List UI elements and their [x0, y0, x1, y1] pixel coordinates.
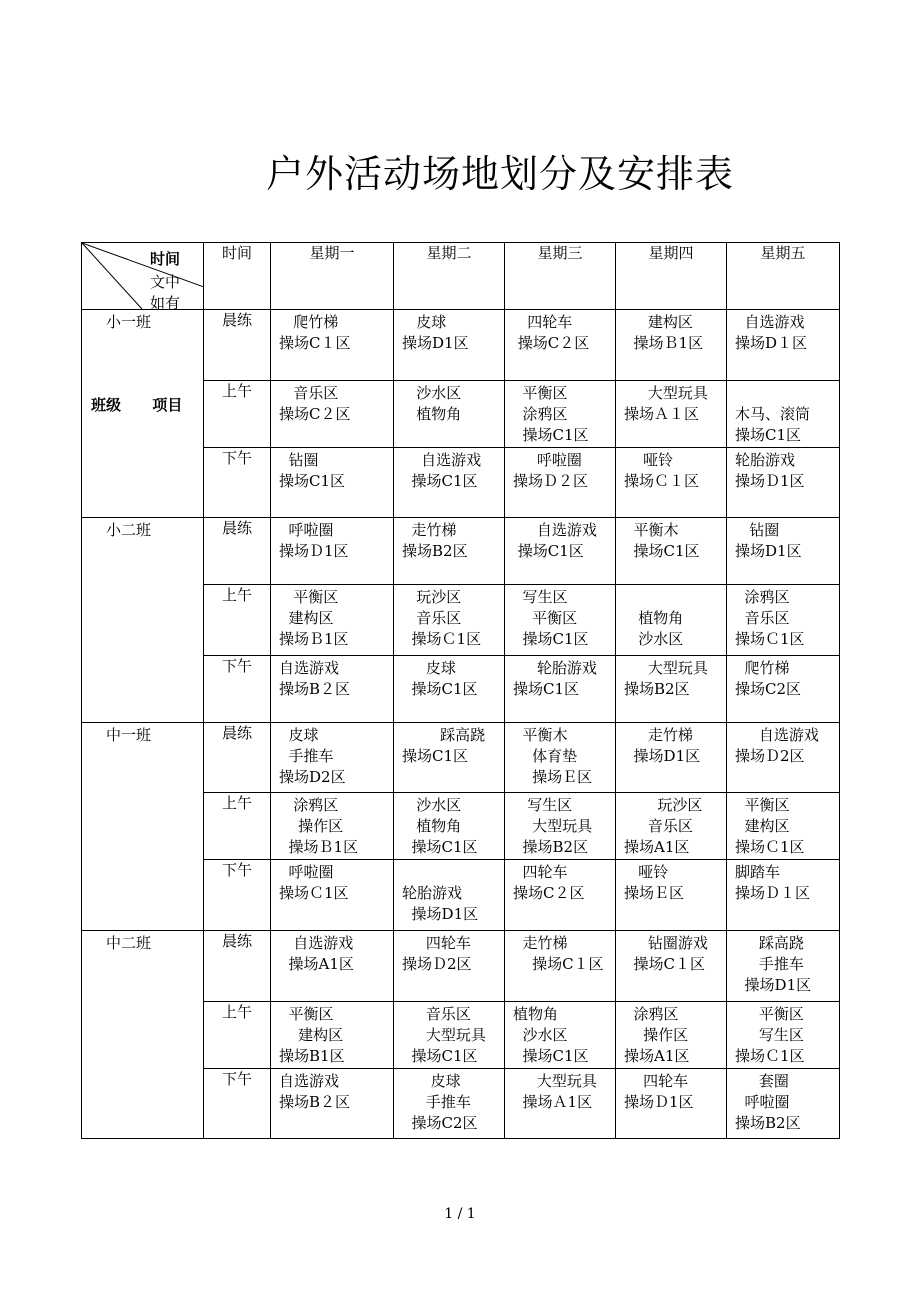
schedule-cell	[616, 585, 727, 656]
activity-text: 走竹梯 操场D1区	[633, 726, 701, 765]
schedule-cell	[505, 1002, 616, 1069]
period-label: 下午	[204, 656, 271, 723]
activity-text: 平衡区 建构区 操场B1区	[279, 1005, 345, 1065]
activity-text: 钻圈 操场D1区	[735, 521, 802, 560]
activity-text: 自选游戏 操场C1区	[517, 521, 597, 560]
activity-text: 涂鸦区 操作区 操场Ｂ1区	[288, 796, 359, 856]
row-header-label: 班级 项目	[91, 396, 183, 414]
activity-text: 四轮车 操场Ｄ1区	[624, 1072, 694, 1111]
schedule-cell	[505, 381, 616, 448]
activity-text: 建构区 操场Ｂ1区	[633, 313, 704, 352]
activity-text: 走竹梯 操场B2区	[402, 521, 468, 560]
schedule-cell	[505, 931, 616, 1002]
period-label: 晨练	[204, 931, 271, 1002]
header-row	[82, 243, 840, 310]
activity-text: 平衡木 操场C1区	[633, 521, 700, 560]
schedule-cell	[505, 448, 616, 518]
class-name-cell	[82, 931, 204, 1139]
class-name-cell	[82, 723, 204, 931]
period-label: 上午	[204, 793, 271, 860]
schedule-cell	[505, 310, 616, 381]
activity-text: 踩高跷 手推车 操场D1区	[744, 934, 812, 994]
period-label: 晨练	[204, 723, 271, 793]
activity-text: 大型玩具 操场Ａ１区	[624, 384, 708, 423]
page-title: 户外活动场地划分及安排表	[265, 152, 734, 196]
class-name-cell	[82, 518, 204, 723]
schedule-cell	[394, 310, 505, 381]
activity-text: 音乐区 大型玩具 操场C1区	[411, 1005, 486, 1065]
schedule-cell	[394, 860, 505, 931]
schedule-cell	[394, 793, 505, 860]
schedule-cell	[616, 310, 727, 381]
schedule-body	[82, 243, 840, 1139]
corner-text-1: 文中	[150, 273, 181, 291]
activity-text: 自选游戏 操场B２区	[279, 1072, 351, 1111]
activity-text: 玩沙区 音乐区 操场Ｃ1区	[411, 588, 482, 648]
activity-text: 脚踏车 操场Ｄ１区	[735, 863, 811, 902]
activity-text: 植物角 沙水区 操场C1区	[513, 1005, 589, 1065]
schedule-cell	[727, 656, 840, 723]
activity-text: 平衡区 建构区 操场Ｃ1区	[735, 796, 805, 856]
schedule-cell	[271, 448, 394, 518]
schedule-cell	[505, 860, 616, 931]
corner-text-2: 如有	[150, 294, 181, 309]
activity-text: 爬竹梯 操场C１区	[279, 313, 351, 352]
activity-text: 植物角 沙水区	[638, 609, 684, 648]
activity-text: 皮球 操场C1区	[411, 659, 478, 698]
activity-text: 沙水区 植物角	[416, 384, 462, 423]
period-label: 下午	[204, 860, 271, 931]
schedule-cell	[727, 448, 840, 518]
activity-text: 自选游戏 操场A1区	[288, 934, 354, 973]
schedule-cell	[616, 518, 727, 585]
activity-text: 哑铃 操场Ｅ区	[624, 863, 685, 902]
activity-text: 爬竹梯 操场C2区	[735, 659, 802, 698]
activity-text: 踩高跷 操场C1区	[402, 726, 486, 765]
class-name: 小二班	[106, 521, 152, 539]
schedule-cell	[271, 723, 394, 793]
activity-text: 自选游戏 操场D１区	[735, 313, 808, 352]
schedule-cell	[505, 585, 616, 656]
activity-text: 写生区 大型玩具 操场B2区	[522, 796, 593, 856]
activity-text: 大型玩具 操场B2区	[624, 659, 708, 698]
schedule-cell	[394, 381, 505, 448]
activity-text: 音乐区 操场C２区	[279, 384, 351, 423]
schedule-cell	[271, 793, 394, 860]
corner-time-label: 时间	[150, 250, 181, 268]
activity-text: 涂鸦区 操作区 操场A1区	[624, 1005, 690, 1065]
schedule-cell	[727, 585, 840, 656]
schedule-cell	[394, 931, 505, 1002]
schedule-cell	[394, 448, 505, 518]
activity-text: 轮胎游戏 操场Ｄ1区	[735, 451, 805, 490]
period-label: 上午	[204, 1002, 271, 1069]
day-header-wed: 星期三	[505, 243, 616, 310]
schedule-cell	[616, 1069, 727, 1139]
schedule-cell	[727, 793, 840, 860]
schedule-cell	[616, 381, 727, 448]
activity-text: 皮球 操场D1区	[402, 313, 469, 352]
page-number: 1 / 1	[444, 1206, 476, 1222]
table-row	[82, 518, 840, 585]
activity-text: 木马、滚筒 操场C1区	[735, 405, 811, 444]
schedule-table	[81, 242, 840, 1139]
schedule-cell	[271, 656, 394, 723]
time-header: 时间	[204, 243, 271, 310]
schedule-cell	[616, 793, 727, 860]
schedule-cell	[505, 793, 616, 860]
schedule-cell	[271, 860, 394, 931]
activity-text: 轮胎游戏 操场D1区	[402, 884, 479, 923]
day-header-mon: 星期一	[271, 243, 394, 310]
activity-text: 玩沙区 音乐区 操场A1区	[624, 796, 703, 856]
schedule-cell	[616, 656, 727, 723]
schedule-cell	[271, 310, 394, 381]
activity-text: 钻圈 操场C1区	[279, 451, 346, 490]
activity-text: 自选游戏 操场B２区	[279, 659, 351, 698]
schedule-cell	[616, 723, 727, 793]
schedule-cell	[394, 518, 505, 585]
activity-text: 皮球 手推车 操场C2区	[411, 1072, 478, 1132]
schedule-cell	[727, 1002, 840, 1069]
activity-text: 走竹梯 操场C１区	[522, 934, 604, 973]
activity-text: 哑铃 操场Ｃ１区	[624, 451, 700, 490]
class-name: 中二班	[106, 934, 152, 952]
activity-text: 自选游戏 操场Ｄ2区	[735, 726, 819, 765]
activity-text: 呼啦圈 操场Ｄ２区	[513, 451, 589, 490]
activity-text: 平衡木 体育垫 操场Ｅ区	[522, 726, 593, 786]
day-header-thu: 星期四	[616, 243, 727, 310]
period-label: 上午	[204, 381, 271, 448]
schedule-cell	[727, 310, 840, 381]
activity-text: 平衡区 写生区 操场Ｃ1区	[735, 1005, 805, 1065]
activity-text: 四轮车 操场Ｄ2区	[402, 934, 472, 973]
period-label: 下午	[204, 448, 271, 518]
activity-text: 四轮车 操场C２区	[513, 863, 585, 902]
schedule-cell	[271, 381, 394, 448]
activity-text: 自选游戏 操场C1区	[411, 451, 482, 490]
activity-text: 平衡区 建构区 操场Ｂ1区	[279, 588, 349, 648]
class-name: 中一班	[106, 726, 152, 744]
activity-text: 四轮车 操场C２区	[517, 313, 590, 352]
schedule-cell	[727, 1069, 840, 1139]
schedule-cell	[271, 1069, 394, 1139]
schedule-cell	[505, 723, 616, 793]
schedule-cell	[394, 585, 505, 656]
corner-cell	[82, 243, 204, 310]
table-row	[82, 310, 840, 381]
schedule-cell	[616, 860, 727, 931]
schedule-cell	[505, 1069, 616, 1139]
period-label: 下午	[204, 1069, 271, 1139]
schedule-cell	[271, 518, 394, 585]
schedule-cell	[616, 1002, 727, 1069]
schedule-cell	[394, 1002, 505, 1069]
schedule-cell	[394, 1069, 505, 1139]
activity-text: 钻圈游戏 操场C１区	[633, 934, 708, 973]
schedule-cell	[727, 518, 840, 585]
schedule-cell	[271, 585, 394, 656]
activity-text: 平衡区 涂鸦区 操场C1区	[522, 384, 589, 444]
activity-text: 涂鸦区 音乐区 操场Ｃ1区	[735, 588, 805, 648]
schedule-cell	[616, 931, 727, 1002]
activity-text: 大型玩具 操场Ａ1区	[522, 1072, 597, 1111]
activity-text: 皮球 手推车 操场D2区	[279, 726, 346, 786]
activity-text: 套圈 呼啦圈 操场B2区	[735, 1072, 801, 1132]
schedule-cell	[394, 723, 505, 793]
day-header-tue: 星期二	[394, 243, 505, 310]
table-row	[82, 931, 840, 1002]
schedule-cell	[505, 656, 616, 723]
schedule-cell	[727, 381, 840, 448]
schedule-cell	[271, 931, 394, 1002]
activity-text: 沙水区 植物角 操场C1区	[411, 796, 478, 856]
schedule-cell	[727, 931, 840, 1002]
activity-text: 呼啦圈 操场Ｄ1区	[279, 521, 349, 560]
diagonal-lines	[82, 243, 203, 309]
activity-text: 轮胎游戏 操场C1区	[513, 659, 597, 698]
class-name: 小一班	[106, 313, 152, 331]
period-label: 晨练	[204, 518, 271, 585]
schedule-cell	[727, 723, 840, 793]
period-label: 晨练	[204, 310, 271, 381]
schedule-cell	[271, 1002, 394, 1069]
activity-text: 呼啦圈 操场Ｃ1区	[279, 863, 349, 902]
activity-text: 写生区 平衡区 操场C1区	[522, 588, 589, 648]
table-row	[82, 723, 840, 793]
schedule-cell	[727, 860, 840, 931]
day-header-fri: 星期五	[727, 243, 840, 310]
period-label: 上午	[204, 585, 271, 656]
schedule-cell	[505, 518, 616, 585]
schedule-cell	[394, 656, 505, 723]
schedule-cell	[616, 448, 727, 518]
